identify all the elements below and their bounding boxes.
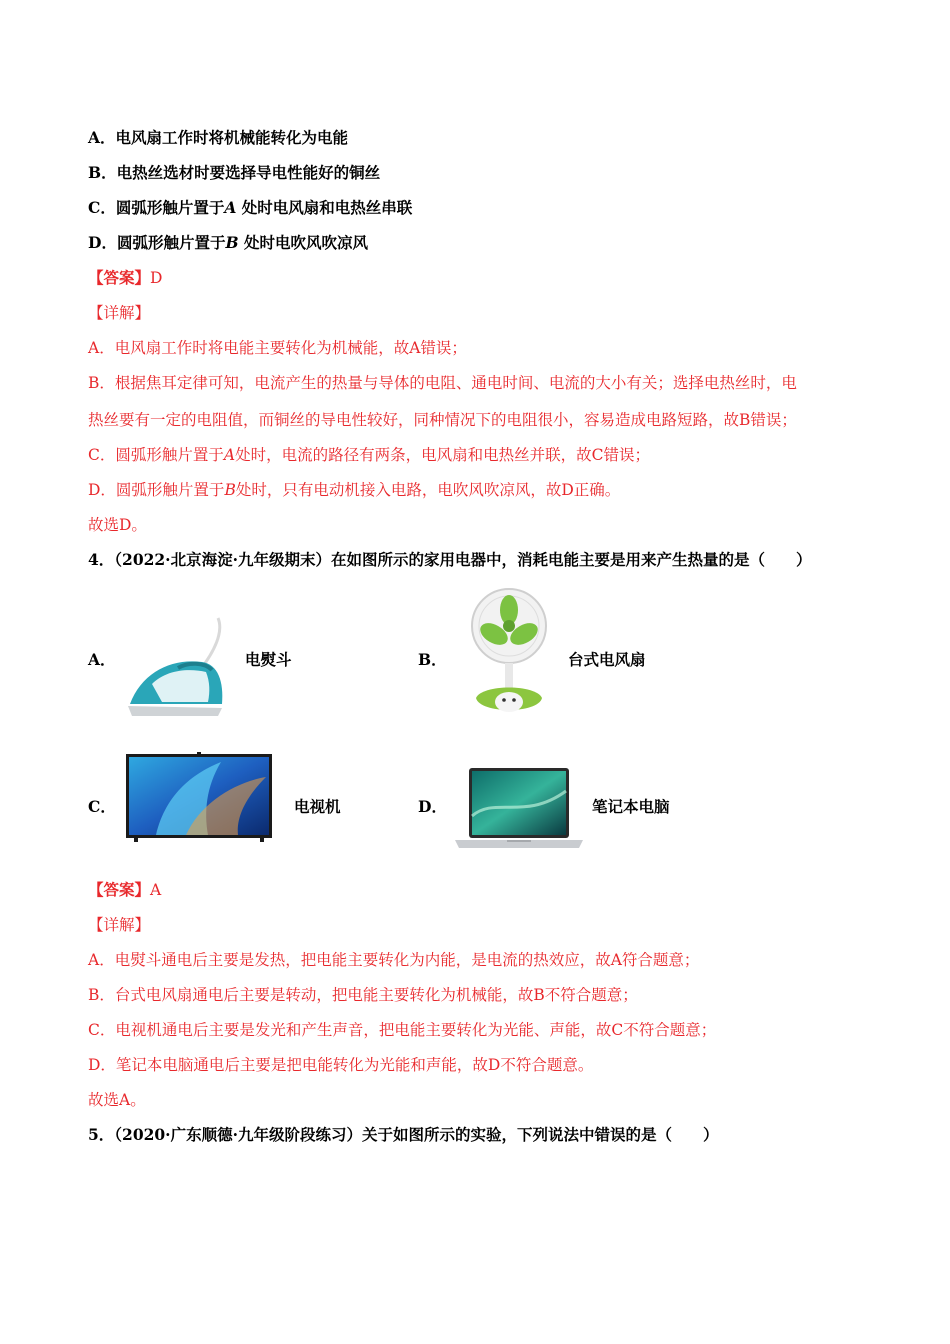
- q4-option-d-letter: D．: [418, 797, 447, 816]
- q3-detail-b-line1: B．根据焦耳定律可知，电流产生的热量与导体的电阻、通电时间、电流的大小有关；选择电热丝时，电: [88, 374, 797, 392]
- iron-image: [122, 612, 230, 720]
- q4-stem: 4．（2022·北京海淀·九年级期末）在如图所示的家用电器中，消耗电能主要是用来产生热量的是（ ）: [88, 550, 812, 569]
- television-image: [126, 752, 272, 844]
- q3-detail-c: C．圆弧形触片置于A处时，电流的路径有两条，电风扇和电热丝并联，故C错误；: [88, 446, 650, 464]
- q3-final: 故选D。: [88, 516, 147, 534]
- q4-detail-c: C．电视机通电后主要是发光和产生声音，把电能主要转化为光能、声能，故C不符合题意；: [88, 1021, 717, 1039]
- q3-option-d: D．圆弧形触片置于B 处时电吹风吹凉风: [88, 233, 368, 252]
- q4-detail-b: B．台式电风扇通电后主要是转动，把电能主要转化为机械能，故B不符合题意；: [88, 986, 638, 1004]
- q4-answer: 【答案】A: [88, 880, 162, 899]
- q4-detail-tag: 【详解】: [88, 916, 151, 934]
- q4-option-c-label: 电视机: [294, 797, 341, 816]
- q4-detail-d: D．笔记本电脑通电后主要是把电能转化为光能和声能，故D不符合题意。: [88, 1056, 594, 1074]
- q4-option-c-letter: C．: [88, 797, 116, 816]
- q3-option-c: C．圆弧形触片置于A 处时电风扇和电热丝串联: [88, 198, 413, 217]
- q4-detail-a: A．电熨斗通电后主要是发热，把电能主要转化为内能，是电流的热效应，故A符合题意；: [88, 951, 700, 969]
- desk-fan-image: [468, 586, 550, 722]
- q3-detail-tag: 【详解】: [88, 304, 151, 322]
- q4-final: 故选A。: [88, 1091, 146, 1109]
- q4-option-a-letter: A．: [88, 650, 116, 669]
- q4-option-d-label: 笔记本电脑: [592, 797, 670, 816]
- laptop-image: [455, 766, 583, 850]
- q3-answer: 【答案】D: [88, 268, 163, 287]
- q4-option-a-label: 电熨斗: [245, 650, 292, 669]
- q3-detail-b-line2: 热丝要有一定的电阻值，而铜丝的导电性较好，同种情况下的电阻很小，容易造成电路短路，故B错误；: [88, 411, 797, 429]
- q4-option-b-letter: B．: [418, 650, 447, 669]
- q3-detail-a: A．电风扇工作时将电能主要转化为机械能，故A错误；: [88, 339, 467, 357]
- q3-option-a: A．电风扇工作时将机械能转化为电能: [88, 128, 349, 147]
- q3-detail-d: D．圆弧形触片置于B处时，只有电动机接入电路，电吹风吹凉风，故D正确。: [88, 481, 621, 499]
- q4-option-b-label: 台式电风扇: [568, 650, 646, 669]
- q5-stem: 5．（2020·广东顺德·九年级阶段练习）关于如图所示的实验，下列说法中错误的是（ ）: [88, 1125, 719, 1144]
- q3-option-b: B．电热丝选材时要选择导电性能好的铜丝: [88, 163, 381, 182]
